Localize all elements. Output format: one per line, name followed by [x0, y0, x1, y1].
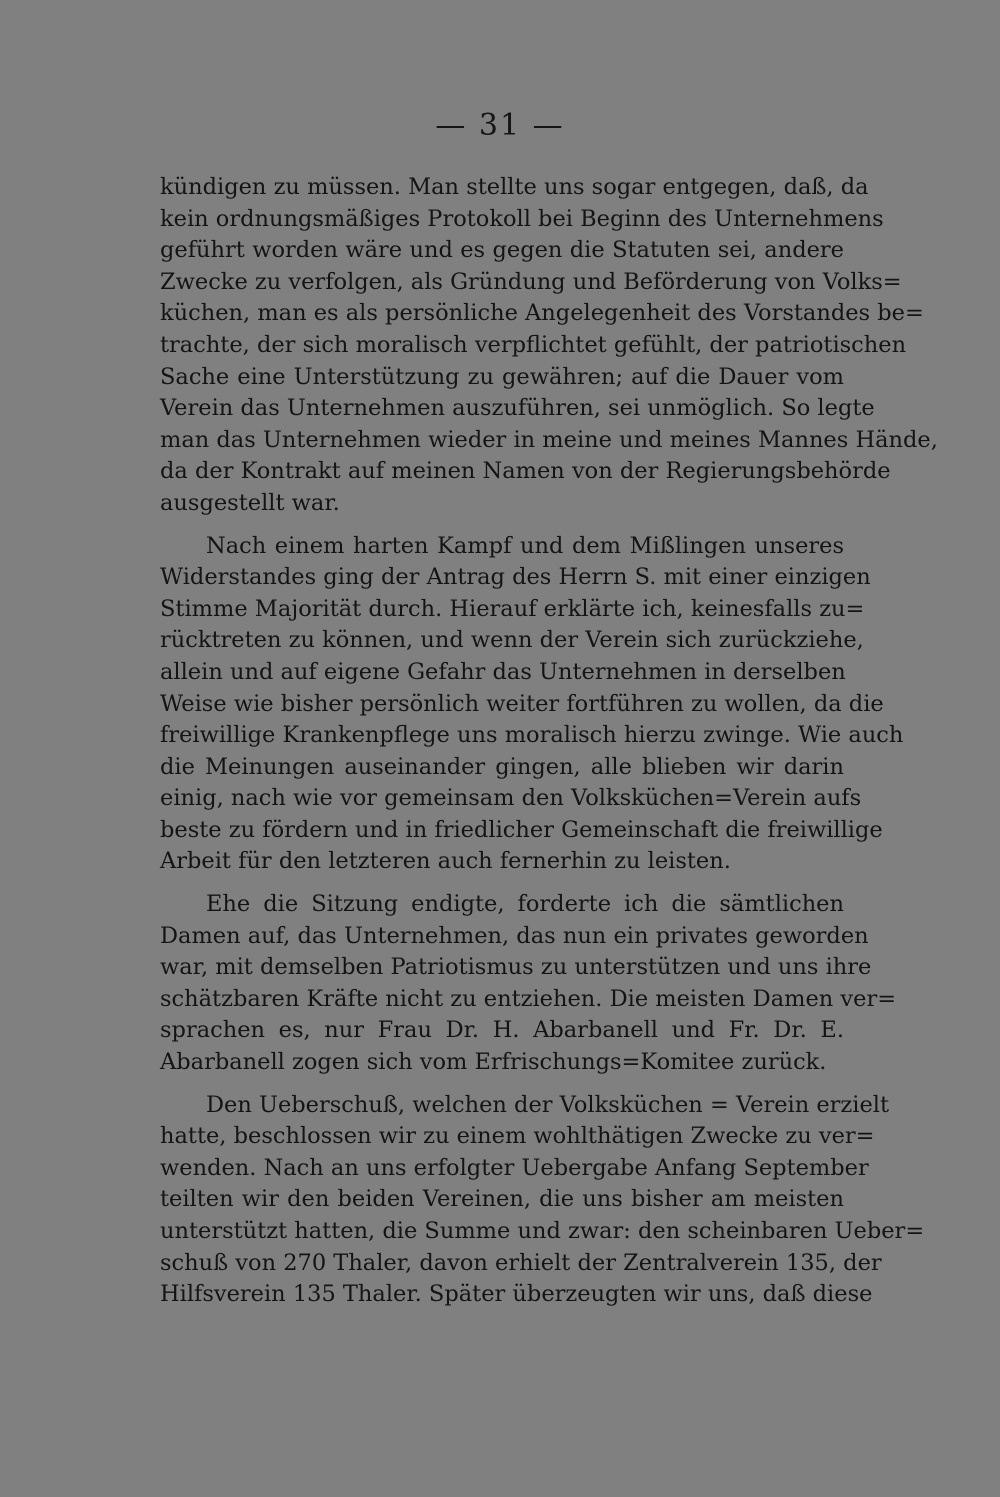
paragraph: [160, 889, 897, 1079]
paragraph: [160, 531, 904, 879]
text-line: wenden. Nach an uns erfolgter Uebergabe Anfang September: [160, 1154, 869, 1181]
paragraph: [160, 1090, 925, 1311]
text-line: Zwecke zu verfolgen, als Gründung und Beförderung von Volks=: [160, 268, 902, 295]
text-line: Damen auf, das Unternehmen, das nun ein privates geworden: [160, 922, 869, 949]
text-line: da der Kontrakt auf meinen Namen von der Regierungsbehörde: [160, 458, 891, 485]
text-line: Stimme Majorität durch. Hierauf erklärte ich, keinesfalls zu=: [160, 595, 865, 622]
text-line: unterstützt hatten, die Summe und zwar: den scheinbaren Ueber=: [160, 1218, 925, 1244]
text-line: allein und auf eigene Gefahr das Unternehmen in derselben: [160, 658, 846, 685]
text-line: küchen, man es als persönliche Angelegenheit des Vorstandes be=: [160, 300, 924, 327]
text-line: einig, nach wie vor gemeinsam den Volksküchen=Verein aufs: [160, 785, 862, 812]
text-line: beste zu fördern und in friedlicher Gemeinschaft die freiwillige: [160, 816, 883, 843]
text-line: freiwillige Krankenpflege uns moralisch hierzu zwinge. Wie auch: [160, 722, 904, 749]
text-line: Widerstandes ging der Antrag des Herrn S. mit einer einzigen: [160, 564, 871, 591]
text-line: schätzbaren Kräfte nicht zu entziehen. Die meisten Damen ver=: [160, 985, 897, 1012]
text-line: war, mit demselben Patriotismus zu unterstützen und uns ihre: [160, 954, 872, 981]
text-line: Arbeit für den letzteren auch fernerhin zu leisten.: [160, 848, 731, 875]
text-line: Verein das Unternehmen auszuführen, sei unmöglich. So legte: [160, 395, 875, 422]
text-line: schuß von 270 Thaler, davon erhielt der Zentralverein 135, der: [160, 1249, 882, 1276]
text-line: man das Unternehmen wieder in meine und meines Mannes Hände,: [160, 426, 938, 453]
text-line: ausgestellt war.: [160, 489, 340, 516]
text-line: trachte, der sich moralisch verpflichtet gefühlt, der patriotischen: [160, 331, 907, 358]
text-line: sprachen es, nur Frau Dr. H. Abarbanell und Fr. Dr. E.: [160, 1017, 844, 1044]
page-number: — 31 —: [435, 108, 565, 143]
text-line: teilten wir den beiden Vereinen, die uns bisher am meisten: [160, 1186, 844, 1213]
paragraph: [160, 172, 938, 520]
text-line: Ehe die Sitzung endigte, forderte ich die sämtlichen: [206, 891, 844, 918]
text-line: kündigen zu müssen. Man stellte uns sogar entgegen, daß, da: [160, 174, 869, 200]
text-line: Weise wie bisher persönlich weiter fortführen zu wollen, da die: [160, 690, 884, 717]
text-line: hatte, beschlossen wir zu einem wohlthätigen Zwecke zu ver=: [160, 1123, 875, 1150]
text-line: kein ordnungsmäßiges Protokoll bei Beginn des Unternehmens: [160, 205, 884, 232]
text-line: rücktreten zu können, und wenn der Verein sich zurückziehe,: [160, 627, 864, 654]
text-line: Hilfsverein 135 Thaler. Später überzeugten wir uns, daß diese: [160, 1281, 873, 1308]
body-text: [160, 172, 938, 1311]
text-line: Nach einem harten Kampf und dem Mißlingen unseres: [206, 532, 844, 559]
text-line: geführt worden wäre und es gegen die Statuten sei, andere: [160, 237, 844, 264]
text-line: Sache eine Unterstützung zu gewähren; auf die Dauer vom: [160, 363, 844, 390]
text-line: Abarbanell zogen sich vom Erfrischungs=Komitee zurück.: [160, 1049, 827, 1076]
text-line: die Meinungen auseinander gingen, alle blieben wir darin: [160, 753, 844, 780]
text-line: Den Ueberschuß, welchen der Volksküchen = Verein erzielt: [206, 1091, 890, 1118]
